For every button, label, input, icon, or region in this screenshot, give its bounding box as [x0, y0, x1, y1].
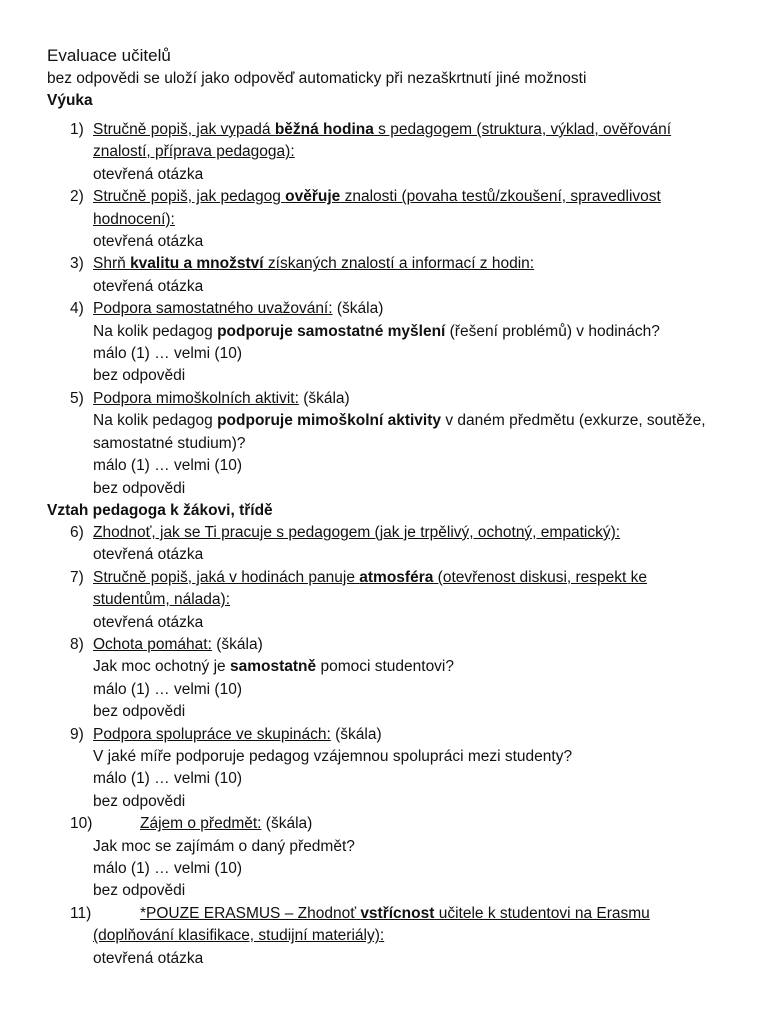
answer-type-open: otevřená otázka [93, 233, 204, 251]
question-text [93, 569, 647, 608]
question-number: 7) [70, 568, 84, 586]
document-title: Evaluace učitelů [47, 46, 171, 65]
question-subtext-emphasis: podporuje samostatné myšlení [217, 322, 446, 340]
question-text-part: Shrň [93, 255, 131, 273]
question-number: 1) [70, 121, 84, 138]
question-6 [47, 522, 727, 567]
question-subtext-emphasis: podporuje mimoškolní aktivity [217, 412, 442, 430]
question-8 [47, 634, 727, 724]
question-5 [47, 388, 727, 500]
scale-tag: (škála) [336, 300, 384, 318]
question-text-part: (otevřenost diskusi, respekt ke studentům, nálada): [93, 568, 648, 609]
question-text-part: *POUZE ERASMUS – Zhodnoť [140, 904, 361, 922]
question-number: 2) [70, 188, 84, 206]
question-2 [47, 186, 727, 253]
question-title: Ochota pomáhat: [93, 635, 212, 653]
question-text [93, 905, 650, 944]
question-4 [47, 298, 727, 388]
question-10 [47, 813, 727, 903]
answer-type-open: otevřená otázka [93, 165, 204, 183]
question-subtext: Jak moc se zajímám o daný předmět? [93, 837, 355, 855]
question-number: 5) [70, 389, 84, 407]
no-answer-option: bez odpovědi [93, 792, 186, 810]
question-3 [47, 253, 727, 298]
question-number: 3) [70, 255, 84, 273]
question-subtext-part: Jak moc ochotný je [93, 658, 230, 676]
question-text [93, 188, 661, 227]
question-text-emphasis: kvalitu a množství [130, 255, 264, 273]
scale-tag: (škála) [335, 725, 382, 743]
question-text-emphasis: atmosféra [359, 568, 434, 586]
answer-type-open: otevřená otázka [93, 613, 204, 631]
no-answer-option: bez odpovědi [93, 367, 186, 385]
question-title: Podpora samostatného uvažování: [93, 300, 333, 318]
question-text [93, 255, 534, 272]
question-subtext-part: (řešení problémů) v hodinách? [445, 322, 660, 340]
question-title: Podpora spolupráce ve skupinách: [93, 725, 331, 743]
question-text-emphasis: běžná hodina [274, 121, 374, 138]
question-title: Zájem o předmět: [140, 815, 262, 833]
question-text-part: znalosti (povaha testů/zkoušení, spravedlivost hodnocení): [93, 188, 661, 228]
question-text-emphasis: vstřícnost [360, 904, 435, 922]
scale-tag: (škála) [216, 635, 263, 653]
question-number: 8) [70, 635, 84, 653]
document-subtitle: bez odpovědi se uloží jako odpověď automaticky při nezaškrtnutí jiné možnosti [47, 70, 587, 87]
question-subtext [93, 410, 727, 455]
no-answer-option: bez odpovědi [93, 882, 186, 900]
question-subtext [93, 321, 727, 343]
question-number: 6) [70, 523, 84, 541]
question-1 [47, 119, 727, 186]
answer-type-open: otevřená otázka [93, 949, 204, 967]
document-page [47, 44, 727, 970]
question-number: 4) [70, 300, 84, 318]
scale-tag: (škála) [265, 815, 313, 833]
no-answer-option: bez odpovědi [93, 479, 186, 497]
question-text-part: Stručně popiš, jaká v hodinách panuje [93, 568, 360, 586]
question-subtext: V jaké míře podporuje pedagog vzájemnou spolupráci mezi studenty? [93, 747, 573, 765]
question-subtext-part: Na kolik pedagog [93, 322, 218, 340]
question-number: 11) [70, 904, 92, 922]
answer-type-open: otevřená otázka [93, 546, 204, 564]
question-subtext-part: pomoci studentovi? [316, 658, 454, 676]
question-title: Podpora mimoškolních aktivit: [93, 389, 299, 407]
scale-range: málo (1) … velmi (10) [93, 457, 242, 475]
question-text [93, 121, 671, 160]
section-heading-vyuka: Výuka [47, 92, 93, 109]
question-text-emphasis: ověřuje [285, 188, 341, 206]
scale-range: málo (1) … velmi (10) [93, 770, 242, 788]
no-answer-option: bez odpovědi [93, 703, 186, 721]
question-number: 9) [70, 725, 84, 743]
question-subtext [93, 656, 727, 678]
question-subtext-part: Na kolik pedagog [93, 412, 218, 430]
scale-range: málo (1) … velmi (10) [93, 860, 242, 877]
question-text-part: s pedagogem (struktura, výklad, ověřování znalostí, příprava pedagoga): [93, 121, 672, 161]
question-number: 10) [70, 815, 93, 833]
question-text-part: získaných znalostí a informací z hodin: [263, 255, 535, 273]
question-11 [47, 903, 727, 970]
section-heading-vztah: Vztah pedagoga k žákovi, třídě [47, 501, 273, 519]
question-subtext-part: v daném předmětu (exkurze, soutěže, samostatné studium)? [93, 412, 706, 452]
question-list-vztah [47, 522, 727, 970]
scale-range: málo (1) … velmi (10) [93, 345, 242, 363]
question-list-vyuka [47, 119, 727, 500]
question-7 [47, 567, 727, 634]
question-9 [47, 724, 727, 814]
answer-type-open: otevřená otázka [93, 277, 204, 295]
scale-tag: (škála) [303, 389, 350, 407]
question-text: Zhodnoť, jak se Ti pracuje s pedagogem (jak je trpělivý, ochotný, empatický): [93, 523, 621, 541]
question-text-part: Stručně popiš, jak pedagog [93, 188, 286, 206]
question-text-part: učitele k studentovi na Erasmu (doplňování klasifikace, studijní materiály): [93, 904, 650, 945]
scale-range: málo (1) … velmi (10) [93, 680, 242, 698]
question-text-part: Stručně popiš, jak vypadá [93, 121, 275, 138]
question-subtext-emphasis: samostatně [229, 658, 317, 676]
